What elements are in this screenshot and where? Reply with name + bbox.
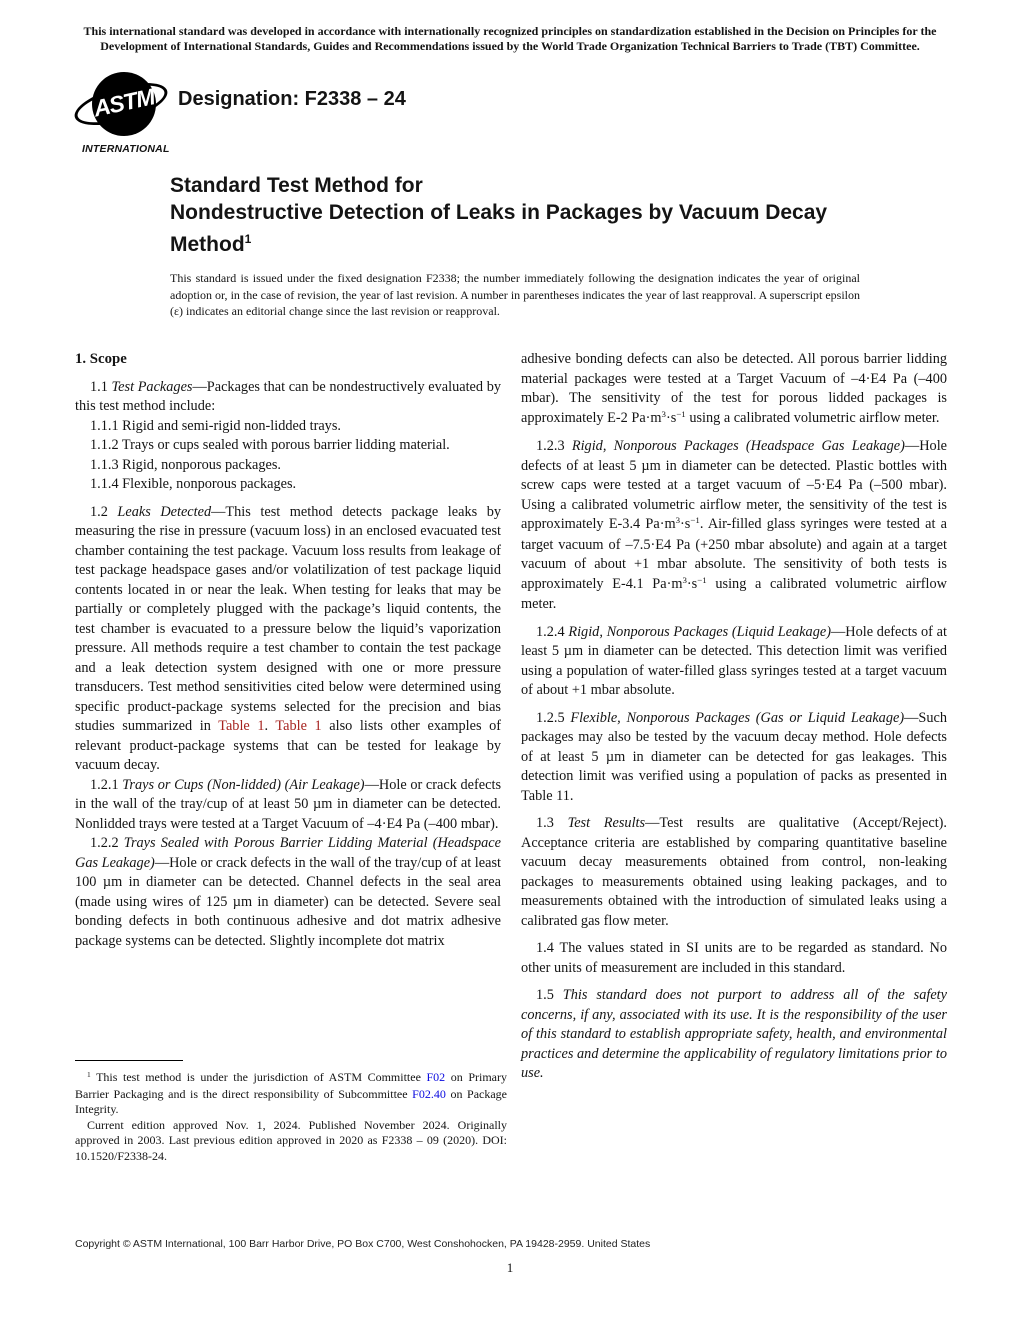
title-footnote-ref[interactable]: 1 (244, 232, 252, 246)
designation-text: Designation: F2338 – 24 (178, 88, 406, 110)
text-run: —Hole defects of at least 5 µm in diameter can be detected. This detection limit was verified using a population of water-filled glass syringes tested at a target vacuum of about +1 mbar absolute. (521, 623, 947, 698)
text-run: also lists other examples of relevant product-package systems that can be tested for leakage by vacuum decay. (75, 718, 502, 773)
tbt-notice: This international standard was developed in accordance with internationally recognized principles on standardization established in the Decision on Principles for the Development of International Standards, Guides and Recommendations issued by the World Trade Organization Technical Barriers to Trade (TBT) Committee. (83, 24, 937, 53)
paragraph-1-2-2 (75, 834, 501, 951)
footnote-rule (75, 1060, 183, 1061)
paragraph-1-2 (75, 503, 501, 776)
text-run: —Such packages may also be tested by the vacuum decay method. Hole defects of at least 5 µm in diameter can be detected for gas leakages. This detection limit was verified using a population of packs as presented in Table 11. (521, 709, 947, 804)
text-run: −1 (690, 515, 700, 526)
paragraph-1-2-5 (521, 709, 947, 807)
paragraph-1-1-1 (75, 417, 501, 437)
text-run: ·s (680, 516, 691, 532)
text-run: Test Packages (111, 378, 193, 395)
right-column (521, 350, 947, 1084)
paragraph-1-1 (75, 378, 501, 417)
title-kicker: Standard Test Method for (170, 174, 423, 197)
text-run: 1.4 The values stated in SI units are to be regarded as standard. No other units of measurement are included in this standard. (521, 940, 947, 976)
page-number: 1 (506, 1260, 514, 1275)
astm-logo-text: ASTM (91, 83, 157, 122)
committee-f02-link[interactable]: F02 (426, 1070, 446, 1084)
text-run: 1.2.5 (536, 709, 571, 726)
text-run: 1.1 (90, 378, 112, 395)
title-main (170, 199, 846, 258)
section-heading-scope: 1. Scope (75, 351, 127, 367)
text-run: Flexible, Nonporous Packages (Gas or Liquid Leakage) (570, 709, 905, 726)
footnote-edition (75, 1118, 507, 1165)
text-run: 1.1.4 Flexible, nonporous packages. (90, 476, 297, 492)
text-run: Test Results (567, 815, 646, 831)
text-run: 1.1.2 Trays or cups sealed with porous barrier lidding material. (90, 437, 450, 453)
text-run: on Package Integrity. (75, 1086, 508, 1116)
text-run: Leaks Detected (117, 503, 212, 520)
astm-globe-icon (92, 72, 156, 136)
text-run: −1 (697, 574, 707, 585)
paragraph-1-5 (521, 986, 947, 1084)
astm-logo-subtext: INTERNATIONAL (82, 143, 170, 155)
text-run: 1.3 (536, 815, 568, 831)
text-run: —This test method detects package leaks by measuring the rise in pressure (vacuum loss) in an enclosed evacuated test chamber containing the test package. Vacuum loss results from leakage of test package headspace gases and/or volatilization of test package liquid contents located in or near the leak. When testing for leaks that may be partially or completely plugged with the package’s liquid contents, the test chamber is evacuated to a pressure below the liquid’s vaporization pressure. All methods require a test chamber to contain the test package and a leak detection system designed with one or more pressure transducers. Test method sensitivities cited below were determined using specific product-package systems selected for the precision and bias studies summarized in (75, 503, 502, 734)
text-run: 1.2.1 (90, 776, 123, 793)
text-run: using a calibrated volumetric airflow meter. (521, 575, 947, 612)
text-run: 1 (87, 1069, 91, 1079)
text-run: adhesive bonding defects can also be detected. All porous barrier lidding material packages were tested at a Target Vacuum of –4·E4 Pa (–400 mbar). The sensitivity of the test for porous lidded packages is approximately E-2 Pa·m (521, 351, 947, 426)
text-run: using a calibrated volumetric airflow meter. (685, 409, 940, 426)
text-run: 1.5 (536, 987, 563, 1003)
text-run: —Test results are qualitative (Accept/Reject). Acceptance criteria are established by comparing quantitative baseline vacuum decay measurements obtained from control, non-leaking packages to measurements obtained using leaking packages, and to measurements obtained with the introduction of simulated leaks using a calibrated gas flow meter. (521, 815, 947, 929)
text-run: This standard does not purport to address all of the safety concerns, if any, associated with its use. It is the responsibility of the user of this standard to establish appropriate safety, health, and environmental practices and determine the applicability of regulatory limitations prior to use. (521, 987, 947, 1081)
text-run: Current edition approved Nov. 1, 2024. Published November 2024. Originally approved in 2003. Last previous edition approved in 2020 as F2338 – 09 (2020). DOI: 10.1520/F2338-24. (75, 1117, 507, 1163)
text-run: —Hole or crack defects in the wall of the tray/cup of at least 50 µm in diameter can be detected. Nonlidded trays were tested at a Target Vacuum of –4·E4 Pa (–400 mbar). (75, 776, 502, 832)
copyright-line: Copyright © ASTM International, 100 Barr Harbor Drive, PO Box C700, West Conshohocken, PA 19428-2959. United States (75, 1238, 651, 1250)
table-1-link[interactable]: Table 1 (218, 718, 265, 734)
text-run: 3 (675, 515, 681, 526)
issuance-note: This standard is issued under the fixed designation F2338; the number immediately following the designation indicates the year of original adoption or, in the case of revision, the year of last revision. A number in parentheses indicates the year of last reapproval. A superscript epsilon (ε) indicates an editorial change since the last revision or reapproval. (170, 271, 860, 318)
text-run: 1.2.4 (536, 623, 569, 640)
body-columns (75, 350, 947, 1084)
text-run: 3 (661, 408, 666, 419)
paragraph-1-1-4 (75, 475, 501, 495)
paragraph-1-3 (521, 814, 947, 931)
text-run: . Air-filled glass syringes were tested at a target vacuum of –7.5·E4 Pa (+250 mbar absolute) and again at a target vacuum of about +1 mbar absolute. The sensitivity of both tests is approximately E-4.1 Pa·m (521, 516, 947, 592)
text-run: 1.1.1 Rigid and semi-rigid non-lidded trays. (90, 417, 341, 434)
text-run: Trays Sealed with Porous Barrier Lidding Material (Headspace Gas Leakage) (75, 835, 502, 871)
paragraph-1-2-3 (521, 437, 947, 615)
footnote-jurisdiction (75, 1070, 507, 1118)
paragraph-1-2-4 (521, 623, 947, 701)
text-run: ·s (686, 575, 698, 592)
text-run: —Packages that can be nondestructively evaluated by this test method include: (75, 378, 501, 414)
paragraph-1-1-3 (75, 456, 501, 476)
text-run: . (264, 718, 276, 734)
text-run: 1.2.2 (90, 835, 124, 851)
text-run: 1.1.3 Rigid, nonporous packages. (90, 456, 281, 473)
text-run: on Primary Barrier Packaging and is the direct responsibility of Subcommittee (75, 1070, 507, 1101)
text-run: 1.2.3 (536, 438, 572, 454)
paragraph-1-2-2-continued (521, 350, 947, 429)
left-column (75, 350, 501, 1084)
footnote-block (75, 1060, 507, 1164)
text-run: −1 (676, 408, 686, 419)
table-1-link[interactable]: Table 1 (275, 718, 322, 734)
text-run: ·s (665, 409, 677, 426)
document-title (170, 172, 846, 258)
text-run: Rigid, Nonporous Packages (Liquid Leakage) (568, 623, 831, 640)
subcommittee-f02-40-link[interactable]: F02.40 (412, 1086, 446, 1101)
text-run: —Hole or crack defects in the wall of the tray/cup of at least 100 µm in diameter can be detected. Channel defects in the seal area (made using wires of 125 µm in diameter) can be detected. Severe seal bonding defects in both continuous adhesive and dot matrix adhesive package systems can be detected. Slightly incomplete dot matrix (75, 854, 501, 949)
text-run: Trays or Cups (Non-lidded) (Air Leakage) (122, 776, 365, 793)
paragraph-1-4 (521, 939, 947, 978)
paragraph-1-2-1 (75, 776, 501, 835)
text-run: 3 (682, 574, 687, 585)
astm-logo (82, 72, 192, 155)
paragraph-1-1-2 (75, 436, 501, 456)
text-run: This test method is under the jurisdiction of ASTM Committee (90, 1070, 427, 1084)
text-run: Rigid, Nonporous Packages (Headspace Gas Leakage) (571, 438, 905, 454)
text-run: —Hole defects of at least 5 µm in diameter can be detected. Plastic bottles with screw caps were tested at a target vacuum of –5·E4 Pa (–500 mbar). Using a calibrated volumetric airflow meter, the sensitivity of the test is approximately E-3.4 Pa·m (521, 438, 948, 532)
text-run: 1.2 (90, 503, 118, 520)
title-main-text: Nondestructive Detection of Leaks in Packages by Vacuum Decay Method (170, 201, 828, 256)
